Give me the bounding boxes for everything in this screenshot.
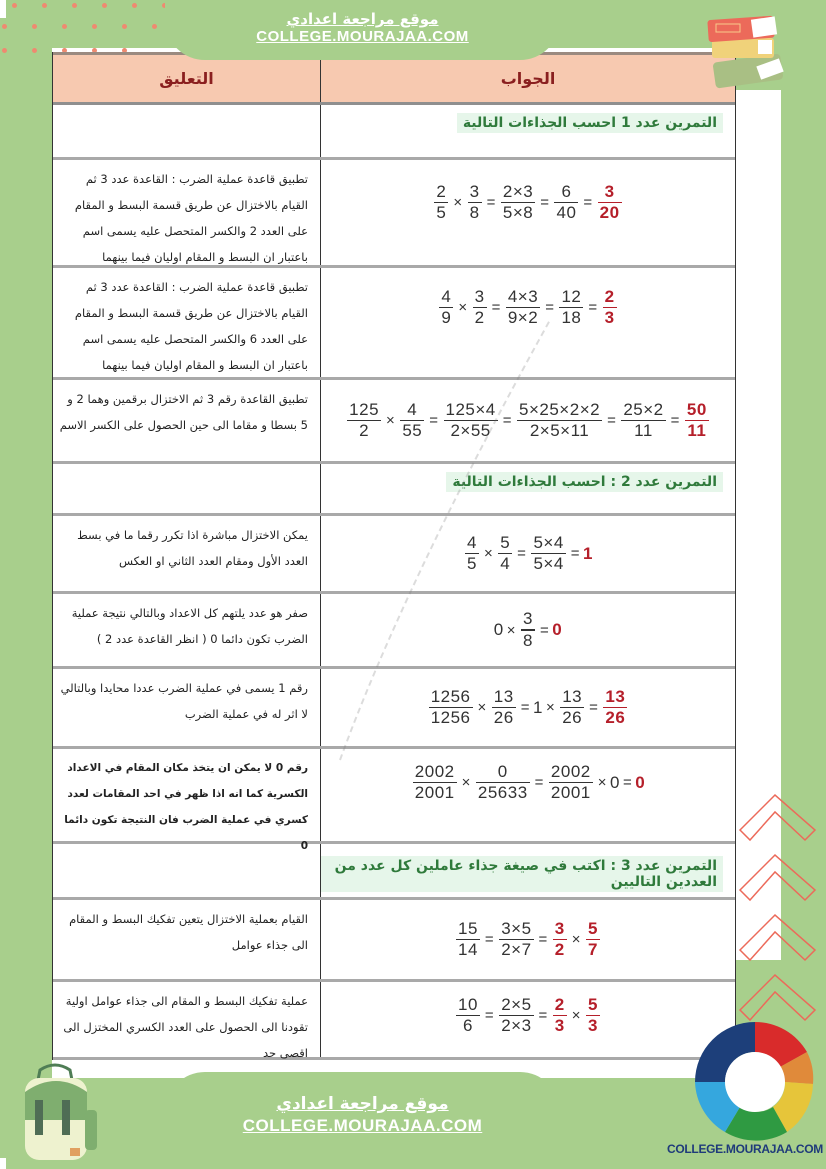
table-row [53, 749, 735, 852]
table-row [53, 900, 735, 982]
result-value: $\frac{13}{26}$ [605, 686, 626, 728]
result-value: $\frac{2}{3}$ [554, 994, 565, 1036]
exercise-title-row [53, 844, 735, 900]
backpack-icon [10, 1060, 110, 1165]
footer-logo-text: COLLEGE.MOURAJAA.COM [666, 1142, 823, 1156]
header-site-name[interactable]: موقع مراجعة اعدادي [286, 10, 439, 28]
footer-site-name[interactable]: موقع مراجعة اعدادي [276, 1094, 449, 1114]
exercise-title-row [53, 464, 735, 516]
exercise-2-title: التمرين عدد 2 : احسب الجذاءات التالية [446, 472, 723, 492]
exercise-1-title: التمرين عدد 1 احسب الجذاءات التالية [457, 113, 723, 133]
row-math: $\frac{10}{6}$ = $\frac{2\times 5}{2\times 3}$ = $\frac{2}{3}$ × $\frac{5}{3}$ [458, 994, 598, 1036]
footer-site-banner[interactable] [165, 1072, 560, 1169]
left-green-margin [0, 18, 52, 1158]
school-subjects-ring-logo [695, 1022, 815, 1142]
result-value: $\frac{5}{7}$ [588, 918, 598, 960]
row-comment: يمكن الاختزال مباشرة اذا تكرر رقما ما في بسط العدد الأول ومقام العدد الثاني او العكس [77, 528, 308, 568]
result-value: 0 [552, 620, 563, 639]
exercise-title-row [53, 105, 735, 160]
header-site-banner[interactable] [165, 0, 560, 60]
table-row [53, 669, 735, 749]
result-value: 0 [635, 772, 646, 792]
books-stack-icon [700, 10, 790, 95]
row-comment: رقم 0 لا يمكن ان يتخذ مكان المقام في الاعداد الكسرية كما انه اذا ظهر في احد المقامات لعدد كسري في عملية الضرب فان النتيجة تكون دائما 0 [64, 762, 308, 852]
chevron-decoration-icon [735, 790, 825, 1040]
table-row [53, 380, 735, 464]
table-row [53, 160, 735, 268]
row-math: $\frac{125}{2}$ × $\frac{4}{55}$ = $\frac{125\times 4}{2\times 55}$ = $\frac{5\times 25\times 2\times 2}{2\times 5\times 11}$ = $\frac{25\times 2}{11}$ = $\frac{50}{11}$ [349, 399, 707, 441]
result-value: 1 [583, 543, 594, 563]
row-math: $\frac{2}{5}$ × $\frac{3}{8}$ = $\frac{2\times 3}{5\times 8}$ = $\frac{6}{40}$ = $\frac{3}{20}$ [436, 181, 620, 223]
column-header-comment: التعليق [53, 55, 321, 102]
row-math: 0 × $\frac{3}{8}$ = 0 [493, 609, 563, 650]
row-comment: تطبيق قاعدة عملية الضرب : القاعدة عدد 3 ثم القيام بالاختزال عن طريق قسمة البسط و المقام على العدد 6 والكسر المتحصل عليه يسمى اسم باعتبار ان البسط و المقام اوليان فيما بينهما [74, 280, 308, 372]
header-site-url[interactable]: COLLEGE.MOURAJAA.COM [256, 28, 469, 45]
table-row [53, 594, 735, 669]
result-value: $\frac{3}{20}$ [599, 181, 620, 223]
row-comment: تطبيق القاعدة رقم 3 ثم الاختزال برقمين وهما 2 و 5 بسطا و مقاما الى حين الحصول على الكسر الاسم [59, 392, 308, 432]
footer-site-url[interactable]: COLLEGE.MOURAJAA.COM [242, 1116, 483, 1135]
result-value: $\frac{5}{3}$ [588, 994, 598, 1036]
row-comment: صفر هو عدد يلتهم كل الاعداد وبالتالي نتيجة عملية الضرب تكون دائما 0 ( انظر القاعدة عدد 2 ) [71, 606, 308, 646]
row-comment: القيام بعملية الاختزال يتعين تفكيك البسط و المقام الى جذاء عوامل [69, 912, 308, 952]
solutions-table [52, 52, 736, 1060]
row-comment: عملية تفكيك البسط و المقام الى جذاء عوامل اولية تقودنا الى الحصول على العدد الكسري المختزل الى اقصى حد [63, 994, 308, 1060]
row-math: $\frac{15}{14}$ = $\frac{3\times 5}{2\times 7}$ = $\frac{3}{2}$ × $\frac{5}{7}$ [458, 918, 598, 960]
row-math: $\frac{1256}{1256}$ × $\frac{13}{26}$ = 1 × $\frac{13}{26}$ = $\frac{13}{26}$ [430, 686, 626, 728]
column-header-answer: الجواب [500, 69, 556, 88]
result-value: $\frac{2}{3}$ [604, 286, 615, 328]
row-math: $\frac{2002}{2001}$ × $\frac{0}{25633}$ = $\frac{2002}{2001}$ × 0 = 0 [414, 761, 646, 803]
row-math: $\frac{4}{9}$ × $\frac{3}{2}$ = $\frac{4\times 3}{9\times 2}$ = $\frac{12}{18}$ = $\frac{2}{3}$ [441, 286, 615, 328]
table-row [53, 268, 735, 380]
result-value: $\frac{3}{2}$ [554, 918, 565, 960]
row-comment: رقم 1 يسمى في عملية الضرب عددا محايدا وبالتالي لا اثر له في عملية الضرب [60, 681, 308, 721]
result-value: $\frac{50}{11}$ [686, 399, 707, 441]
row-math: $\frac{4}{5}$ × $\frac{5}{4}$ = $\frac{5\times 4}{5\times 4}$ = 1 [466, 532, 594, 574]
exercise-3-title: التمرين عدد 3 : اكتب في صيغة جذاء عاملين كل عدد من العددين التاليين [321, 856, 723, 892]
table-row [53, 982, 735, 1060]
table-row [53, 516, 735, 594]
row-comment: تطبيق قاعدة عملية الضرب : القاعدة عدد 3 ثم القيام بالاختزال عن طريق قسمة البسط و المقام على العدد 2 والكسر المتحصل عليه يسمى اسم باعتبار ان البسط و المقام اوليان فيما بينهما [74, 172, 308, 264]
